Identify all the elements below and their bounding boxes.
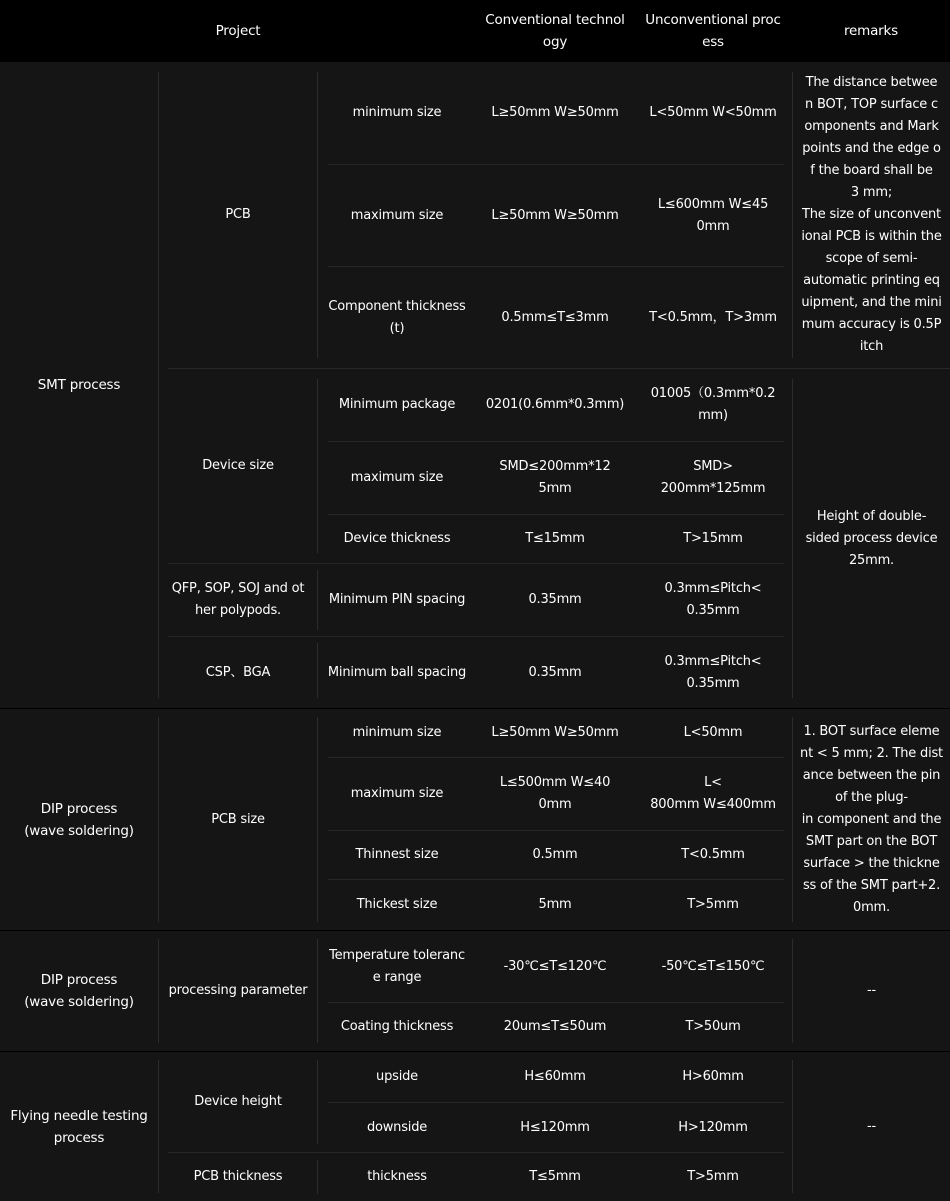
unconventional-cell: -50℃≤T≤150℃ [661, 958, 765, 974]
item-cell: Minimum PIN spacing [328, 592, 466, 607]
dip-process-label: DIP process (wave soldering) [24, 972, 134, 1010]
unconventional-cell: 0.3mm≤Pitch< 0.35mm [664, 653, 762, 691]
conventional-cell: 0.5mm [532, 847, 578, 862]
item-cell: Minimum package [338, 397, 456, 412]
item-cell: Temperature toleranc e range [329, 947, 465, 985]
conventional-cell: T≤5mm [529, 1169, 581, 1184]
conventional-cell: L≥50mm W≥50mm [491, 207, 619, 223]
item-cell: Component thickness (t) [328, 298, 466, 336]
dip-process-label: DIP process (wave soldering) [24, 800, 134, 839]
conventional-cell: L≥50mm W≥50mm [491, 725, 619, 740]
header-project: Project [215, 23, 261, 39]
item-cell: Minimum ball spacing [327, 664, 467, 680]
conventional-cell: 0201(0.6mm*0.3mm) [485, 397, 625, 412]
item-cell: minimum size [352, 105, 442, 120]
dip-parameter-remark: -- [867, 983, 876, 998]
item-cell: upside [376, 1069, 418, 1084]
flying-needle-remark: -- [867, 1118, 876, 1134]
conventional-cell: -30℃≤T≤120℃ [503, 958, 607, 974]
device-remark: Height of double- sided process device 25mm. [805, 508, 938, 568]
conventional-cell: T≤15mm [525, 531, 585, 546]
group-csp-bga: CSP、BGA [205, 664, 271, 680]
item-cell: maximum size [350, 470, 444, 485]
header-remarks: remarks [844, 23, 898, 39]
unconventional-cell: L< 800mm W≤400mm [650, 775, 776, 812]
group-pcb: PCB [225, 207, 251, 222]
unconventional-cell: 0.3mm≤Pitch< 0.35mm [664, 581, 762, 618]
conventional-cell: 0.35mm [528, 664, 582, 680]
unconventional-cell: 01005（0.3mm*0.2 mm) [650, 386, 776, 423]
unconventional-cell: L<50mm [683, 725, 743, 740]
group-device-height: Device height [194, 1094, 282, 1109]
item-cell: Thickest size [356, 897, 438, 912]
unconventional-cell: L≤600mm W≤45 0mm [657, 196, 769, 234]
flying-needle-process-label: Flying needle testing process [10, 1107, 148, 1146]
group-processing-parameter: processing parameter [168, 983, 308, 998]
item-cell: minimum size [352, 725, 442, 740]
dip-remark: 1. BOT surface eleme nt < 5 mm; 2. The dist ance between the pin of the plug- in component and the SMT part on the BOT surface > the thickne ss of the SMT part+2. 0mm. [800, 723, 943, 915]
header-unconventional: Unconventional proc ess [645, 12, 781, 50]
header-conventional: Conventional technol ogy [485, 12, 625, 50]
pcb-remark: The distance betwee n BOT, TOP surface c omponents and Mark points and the edge o f the board shall be 3 mm; The size of unconvent ional PCB is within the scope of semi- automatic printing eq uipment, and the mini mum accuracy is 0.5P itch [801, 75, 942, 354]
unconventional-cell: T<0.5mm，T>3mm [649, 309, 777, 325]
conventional-cell: H≤60mm [524, 1069, 586, 1084]
item-cell: Device thickness [343, 531, 451, 546]
unconventional-cell: H>120mm [678, 1119, 748, 1135]
conventional-cell: L≤500mm W≤40 0mm [499, 775, 611, 812]
conventional-cell: 20um≤T≤50um [503, 1019, 607, 1034]
unconventional-cell: L<50mm W<50mm [649, 105, 777, 120]
item-cell: maximum size [350, 207, 444, 223]
item-cell: Coating thickness [340, 1019, 454, 1034]
unconventional-cell: T<0.5mm [681, 847, 745, 862]
conventional-cell: 5mm [538, 897, 572, 912]
unconventional-cell: T>5mm [687, 897, 739, 912]
conventional-cell: H≤120mm [520, 1119, 590, 1135]
unconventional-cell: T>15mm [683, 531, 743, 546]
item-cell: downside [366, 1119, 428, 1135]
conventional-cell: 0.35mm [528, 592, 582, 607]
unconventional-cell: T>50um [685, 1019, 741, 1034]
unconventional-cell: T>5mm [687, 1169, 739, 1184]
group-pcb-thickness: PCB thickness [193, 1169, 283, 1184]
group-device-size: Device size [202, 458, 274, 473]
conventional-cell: 0.5mm≤T≤3mm [501, 309, 609, 325]
table-header [0, 0, 950, 62]
unconventional-cell: SMD> 200mm*125mm [660, 459, 766, 496]
item-cell: thickness [367, 1169, 427, 1184]
item-cell: maximum size [350, 786, 444, 801]
item-cell: Thinnest size [355, 847, 439, 862]
conventional-cell: SMD≤200mm*12 5mm [499, 459, 611, 496]
group-qfp: QFP, SOP, SOJ and ot her polypods. [171, 581, 305, 618]
unconventional-cell: H>60mm [682, 1069, 744, 1084]
group-pcb-size: PCB size [211, 811, 265, 827]
smt-process-label: SMT process [37, 377, 121, 393]
conventional-cell: L≥50mm W≥50mm [491, 105, 619, 120]
